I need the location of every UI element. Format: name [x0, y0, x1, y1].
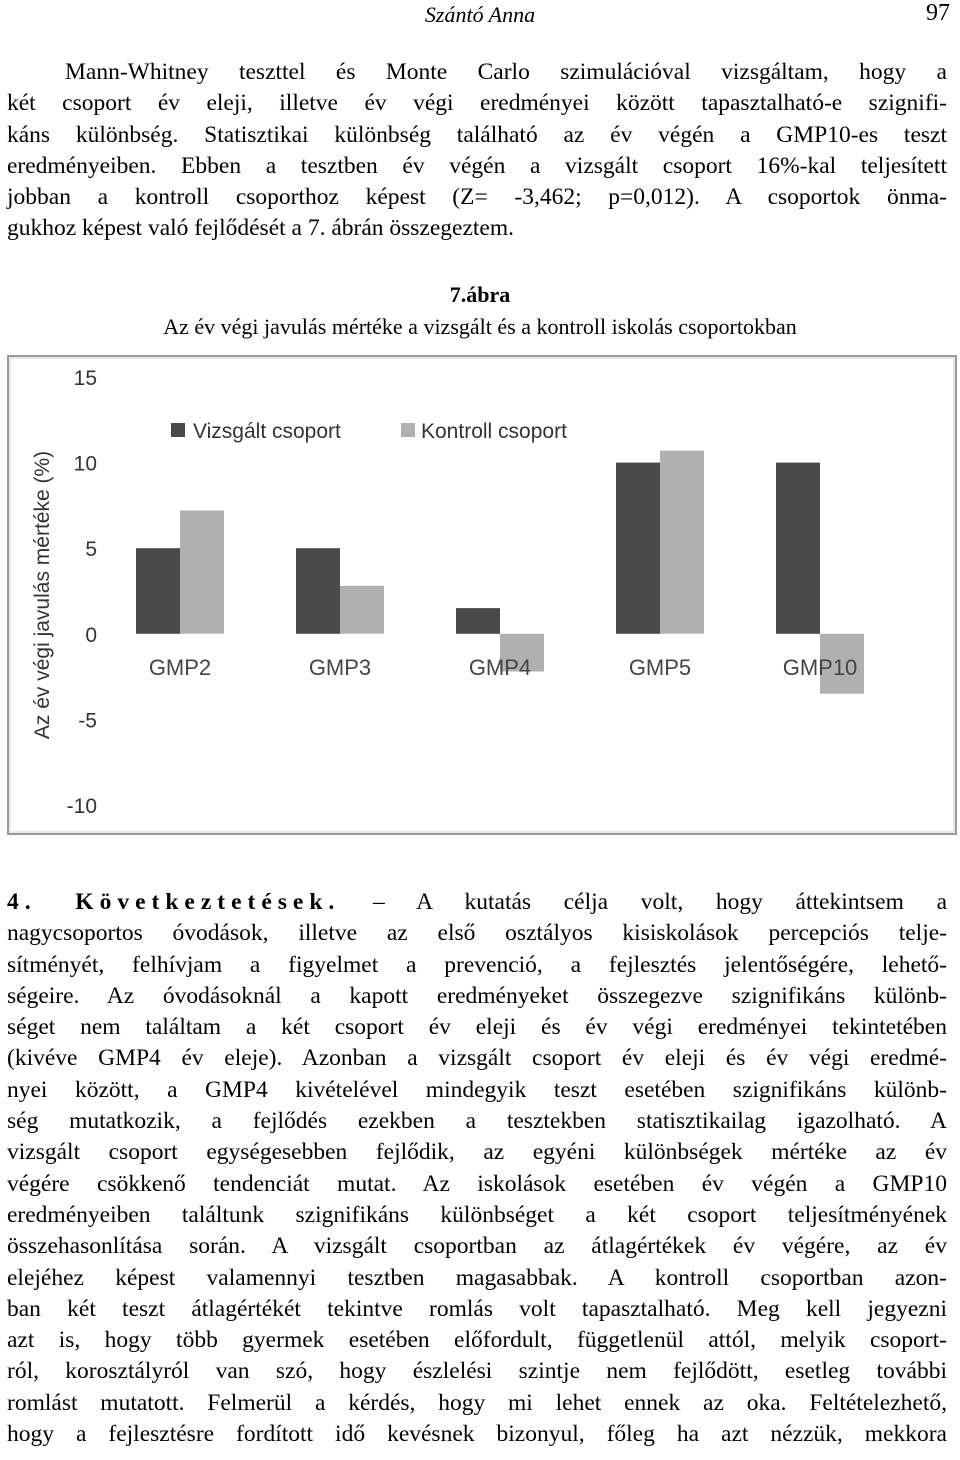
- conclusions-first-line: [7, 887, 947, 918]
- conclusions-line: hogy a fejlesztésre fordított idő kevésnek bizonyul, főleg ha azt nézzük, mekkora: [7, 1421, 947, 1448]
- y-tick-label: 15: [73, 367, 97, 390]
- conclusions-line: azt is, hogy több gyermek esetében előfordult, függetlenül attól, melyik csoport-: [7, 1327, 947, 1354]
- intro-line: két csoport év eleji, illetve év végi eredményei között tapasztalható-e szignifi-: [7, 90, 947, 117]
- running-head: [0, 0, 960, 30]
- bar-kontroll-gmp5: [660, 451, 704, 634]
- figure-title: Az év végi javulás mértéke a vizsgált és a kontroll iskolás csoportokban: [163, 314, 797, 339]
- intro-line: gukhoz képest való fejlődését a 7. ábrán összegeztem.: [7, 215, 515, 242]
- intro-line: káns különbség. Statisztikai különbség található az év végén a GMP10-es teszt: [7, 121, 947, 148]
- conclusions-line: elejéhez képest valamennyi tesztben magasabbak. A kontroll csoportban azon-: [7, 1264, 947, 1291]
- conclusions-line: sítményét, felhívjam a figyelmet a prevenció, a fejlesztés jelentőségére, lehető-: [7, 951, 947, 978]
- y-axis-label: Az év végi javulás mértéke (%): [31, 450, 54, 740]
- y-tick-label: -10: [66, 795, 97, 818]
- bar-kontroll-gmp3: [340, 586, 384, 634]
- bar-vizsgalt-gmp5: [616, 463, 660, 634]
- bar-vizsgalt-gmp3: [296, 548, 340, 634]
- intro-line: jobban a kontroll csoporthoz képest (Z= -3,462; p=0,012). A csoportok önma-: [7, 184, 947, 211]
- conclusions-line: vizsgált csoport egységesebben fejlődik, az egyéni különbségek mértéke az év: [7, 1139, 947, 1166]
- bar-vizsgalt-gmp10: [776, 463, 820, 634]
- conclusions-line: – A kutatás célja volt, hogy áttekintsem a: [340, 889, 947, 915]
- y-tick-label: 10: [73, 452, 97, 476]
- y-tick-label: -5: [78, 709, 97, 733]
- conclusions-line: eredményeiben találtunk szignifikáns különbséget a két csoport teljesítményének: [7, 1201, 947, 1228]
- conclusions-line: ség mutatkozik, a fejlődés ezekben a tesztekben statisztikailag igazolható. A: [7, 1108, 947, 1135]
- running-head-author: Szántó Anna: [424, 2, 536, 27]
- y-tick-label: 0: [85, 623, 97, 647]
- bar-vizsgalt-gmp2: [136, 548, 180, 634]
- conclusions-paragraph: [7, 887, 947, 1450]
- bar-chart: [7, 355, 957, 835]
- legend-swatch-vizsgalt: [171, 423, 185, 437]
- conclusions-line: összehasonlítása során. A vizsgált csoportban az átlagértékek év végére, az év: [7, 1233, 947, 1260]
- conclusions-line: nagycsoportos óvodások, illetve az első osztályos kisiskolások percepciós telje-: [7, 920, 947, 947]
- page-number: 97: [926, 0, 950, 26]
- conclusions-line: végére csökkenő tendenciát mutat. Az iskolások esetében év végén a GMP10: [7, 1170, 947, 1197]
- x-category-label: GMP5: [628, 655, 692, 681]
- legend-label-vizsgalt: Vizsgált csoport: [193, 420, 341, 443]
- x-category-label: GMP3: [308, 655, 372, 681]
- conclusions-line: romlást mutatott. Felmerül a kérdés, hogy mi lehet ennek az oka. Feltételezhető,: [7, 1389, 947, 1416]
- x-category-label: GMP4: [468, 655, 532, 681]
- bar-chart-svg: [7, 355, 957, 835]
- conclusions-line: ról, korosztályról van szó, hogy észlelési szintje nem fejlődött, esetleg további: [7, 1358, 947, 1385]
- conclusions-line: ban két teszt átlagértékét tekintve romlás volt tapasztalható. Meg kell jegyezni: [7, 1295, 947, 1322]
- section-heading: 4. Következtetések.: [7, 889, 341, 915]
- conclusions-line: (kivéve GMP4 év eleje). Azonban a vizsgált csoport év eleji és év végi eredmé-: [7, 1045, 947, 1072]
- intro-line: Mann-Whitney teszttel és Monte Carlo szimulációval vizsgáltam, hogy a: [65, 59, 947, 85]
- bar-vizsgalt-gmp4: [456, 608, 500, 634]
- legend-label-kontroll: Kontroll csoport: [421, 420, 567, 443]
- legend-swatch-kontroll: [401, 423, 415, 437]
- y-tick-label: 5: [85, 538, 97, 562]
- x-category-label: GMP2: [148, 655, 212, 681]
- conclusions-line: séget nem találtam a két csoport év eleji és év végi eredményei tekintetében: [7, 1014, 947, 1041]
- figure-number: 7.ábra: [449, 282, 511, 307]
- intro-paragraph: [7, 57, 947, 245]
- x-category-label: GMP10: [782, 655, 858, 681]
- conclusions-line: nyei között, a GMP4 kivételével mindegyik teszt esetében szignifikáns különb-: [7, 1076, 947, 1103]
- conclusions-line: ségeire. Az óvodásoknál a kapott eredményeket összegezve szignifikáns különb-: [7, 982, 947, 1009]
- intro-line: eredményeiben. Ebben a tesztben év végén a vizsgált csoport 16%-kal teljesített: [7, 152, 947, 179]
- bar-kontroll-gmp2: [180, 511, 224, 634]
